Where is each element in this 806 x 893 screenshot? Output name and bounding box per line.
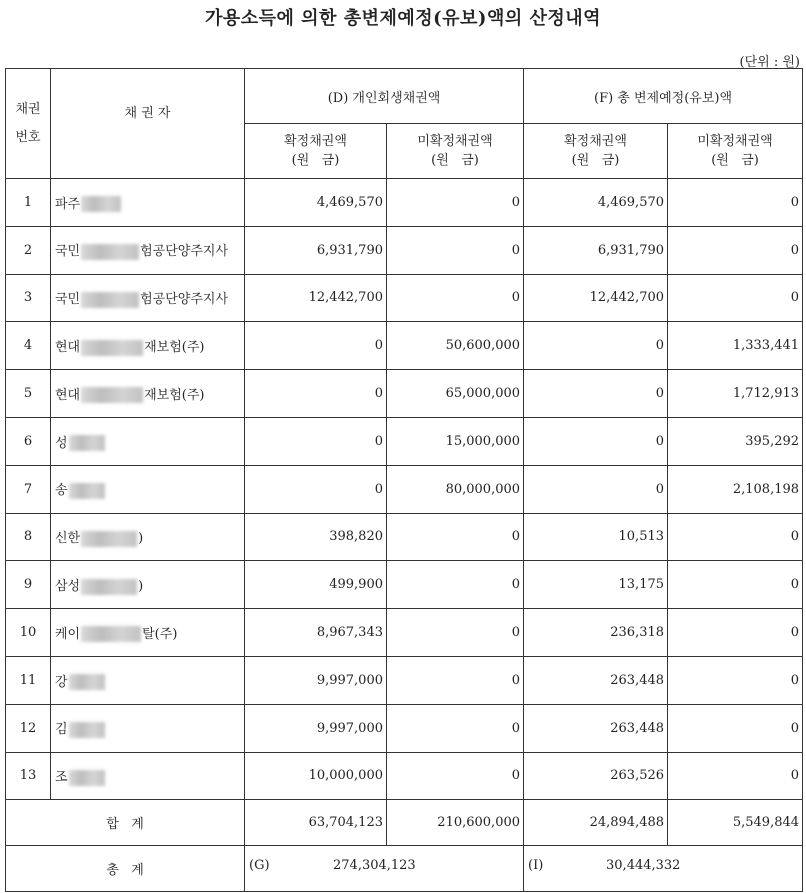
f-confirmed-amount: 0	[524, 465, 668, 513]
d-unconfirmed-amount: 0	[387, 752, 524, 800]
redaction-mask	[81, 292, 139, 308]
f-unconfirmed-amount: 0	[668, 513, 803, 561]
f-confirmed-amount: 263,448	[524, 704, 668, 752]
d-confirmed-amount: 398,820	[245, 513, 387, 561]
creditor-no: 8	[6, 513, 51, 561]
table-row	[6, 752, 803, 800]
total-label: 총 계	[6, 846, 245, 892]
d-confirmed-amount: 10,000,000	[245, 752, 387, 800]
redaction-mask	[69, 722, 105, 738]
creditor-name-prefix: 현대	[55, 387, 81, 403]
creditor-no: 13	[6, 752, 51, 800]
header-d-confirmed: 확정채권액 (원 금)	[245, 124, 387, 179]
d-unconfirmed-amount: 0	[387, 704, 524, 752]
header-creditor-name: 채 권 자	[51, 69, 245, 179]
sum-f-unconfirmed: 5,549,844	[668, 800, 803, 846]
d-unconfirmed-amount: 0	[387, 561, 524, 609]
sum-d-confirmed: 63,704,123	[245, 800, 387, 846]
creditor-name	[51, 465, 245, 513]
f-unconfirmed-amount: 0	[668, 561, 803, 609]
document-title: 가용소득에 의한 총변제예정(유보)액의 산정내역	[204, 8, 602, 29]
f-confirmed-amount: 6,931,790	[524, 226, 668, 274]
table-row	[6, 704, 803, 752]
total-g-value: 274,304,123	[333, 858, 416, 874]
d-confirmed-amount: 8,967,343	[245, 609, 387, 657]
unit-label: (단위 : 원)	[739, 55, 800, 70]
creditor-name-suffix: 재보험(주)	[144, 387, 205, 403]
d-unconfirmed-amount: 50,600,000	[387, 322, 524, 370]
creditor-name	[51, 417, 245, 465]
sum-d-unconfirmed: 210,600,000	[387, 800, 524, 846]
redaction-mask	[81, 340, 143, 356]
f-confirmed-amount: 263,526	[524, 752, 668, 800]
f-unconfirmed-amount: 0	[668, 609, 803, 657]
header-f-confirmed: 확정채권액 (원 금)	[524, 124, 668, 179]
table-row	[6, 322, 803, 370]
creditor-name-prefix: 국민	[55, 244, 81, 260]
creditor-name	[51, 561, 245, 609]
creditor-name-prefix: 신한	[55, 531, 81, 547]
f-confirmed-amount: 0	[524, 370, 668, 418]
creditor-no: 1	[6, 179, 51, 227]
creditor-name	[51, 609, 245, 657]
f-confirmed-amount: 4,469,570	[524, 179, 668, 227]
creditor-name	[51, 704, 245, 752]
creditor-no: 4	[6, 322, 51, 370]
creditor-name-suffix: 험공단양주지사	[140, 292, 229, 308]
total-g-cell	[245, 846, 524, 892]
redaction-mask	[69, 770, 105, 786]
creditor-no: 5	[6, 370, 51, 418]
d-unconfirmed-amount: 0	[387, 609, 524, 657]
creditor-name-prefix: 케이	[55, 626, 81, 642]
creditor-no: 11	[6, 656, 51, 704]
d-unconfirmed-amount: 0	[387, 179, 524, 227]
creditor-no: 6	[6, 417, 51, 465]
d-confirmed-amount: 0	[245, 322, 387, 370]
f-unconfirmed-amount: 1,712,913	[668, 370, 803, 418]
redaction-mask	[81, 531, 137, 547]
f-confirmed-amount: 0	[524, 417, 668, 465]
f-confirmed-amount: 12,442,700	[524, 274, 668, 322]
creditor-no: 9	[6, 561, 51, 609]
f-confirmed-amount: 0	[524, 322, 668, 370]
creditor-name-prefix: 성	[55, 435, 68, 451]
d-confirmed-amount: 6,931,790	[245, 226, 387, 274]
creditor-name-suffix: 탈(주)	[142, 626, 178, 642]
creditor-name-prefix: 삼성	[55, 579, 81, 595]
creditor-name	[51, 513, 245, 561]
table-row	[6, 609, 803, 657]
creditor-name	[51, 370, 245, 418]
table-row	[6, 561, 803, 609]
redaction-mask	[81, 626, 141, 642]
d-confirmed-amount: 499,900	[245, 561, 387, 609]
sum-row	[6, 800, 803, 846]
creditor-name	[51, 322, 245, 370]
redaction-mask	[81, 579, 137, 595]
repayment-table	[5, 68, 803, 892]
creditor-no: 7	[6, 465, 51, 513]
total-row	[6, 846, 803, 892]
redaction-mask	[69, 674, 105, 690]
creditor-name-suffix: )	[138, 531, 144, 547]
f-unconfirmed-amount: 0	[668, 704, 803, 752]
redaction-mask	[81, 196, 121, 212]
table-row	[6, 465, 803, 513]
creditor-name-suffix: 재보험(주)	[144, 340, 205, 356]
f-confirmed-amount: 236,318	[524, 609, 668, 657]
creditor-name-prefix: 현대	[55, 340, 81, 356]
f-confirmed-amount: 10,513	[524, 513, 668, 561]
d-unconfirmed-amount: 0	[387, 274, 524, 322]
creditor-no: 3	[6, 274, 51, 322]
d-confirmed-amount: 9,997,000	[245, 656, 387, 704]
creditor-no: 12	[6, 704, 51, 752]
f-confirmed-amount: 13,175	[524, 561, 668, 609]
d-confirmed-amount: 4,469,570	[245, 179, 387, 227]
table-row	[6, 179, 803, 227]
d-unconfirmed-amount: 0	[387, 656, 524, 704]
sum-label: 합 계	[6, 800, 245, 846]
creditor-name-prefix: 송	[55, 483, 68, 499]
table-row	[6, 513, 803, 561]
f-unconfirmed-amount: 2,108,198	[668, 465, 803, 513]
f-confirmed-amount: 263,448	[524, 656, 668, 704]
redaction-mask	[69, 435, 105, 451]
creditor-no: 2	[6, 226, 51, 274]
header-f-unconfirmed: 미확정채권액 (원 금)	[668, 124, 803, 179]
creditor-name	[51, 274, 245, 322]
header-group-f: (F) 총 변제예정(유보)액	[524, 69, 803, 124]
creditor-name-prefix: 파주	[55, 196, 81, 212]
creditor-no: 10	[6, 609, 51, 657]
d-confirmed-amount: 12,442,700	[245, 274, 387, 322]
header-group-d: (D) 개인회생채권액	[245, 69, 524, 124]
creditor-name	[51, 752, 245, 800]
f-unconfirmed-amount: 0	[668, 274, 803, 322]
d-confirmed-amount: 0	[245, 417, 387, 465]
f-unconfirmed-amount: 0	[668, 752, 803, 800]
f-unconfirmed-amount: 0	[668, 226, 803, 274]
d-unconfirmed-amount: 80,000,000	[387, 465, 524, 513]
creditor-name-prefix: 국민	[55, 292, 81, 308]
table-row	[6, 417, 803, 465]
f-unconfirmed-amount: 0	[668, 179, 803, 227]
creditor-name	[51, 179, 245, 227]
table-row	[6, 370, 803, 418]
creditor-name	[51, 226, 245, 274]
total-i-label: (I)	[528, 858, 544, 874]
d-unconfirmed-amount: 15,000,000	[387, 417, 524, 465]
f-unconfirmed-amount: 1,333,441	[668, 322, 803, 370]
creditor-name-prefix: 조	[55, 770, 68, 786]
header-creditor-no: 채권 번호	[6, 69, 51, 179]
table-row	[6, 274, 803, 322]
creditor-name-prefix: 김	[55, 722, 68, 738]
d-unconfirmed-amount: 0	[387, 226, 524, 274]
creditor-name-suffix: )	[138, 579, 144, 595]
table-row	[6, 656, 803, 704]
d-confirmed-amount: 0	[245, 370, 387, 418]
header-d-unconfirmed: 미확정채권액 (원 금)	[387, 124, 524, 179]
total-i-cell	[524, 846, 803, 892]
d-unconfirmed-amount: 0	[387, 513, 524, 561]
redaction-mask	[81, 244, 139, 260]
table-body	[6, 179, 803, 800]
redaction-mask	[81, 387, 143, 403]
d-confirmed-amount: 0	[245, 465, 387, 513]
redaction-mask	[69, 483, 105, 499]
total-g-label: (G)	[249, 858, 270, 874]
f-unconfirmed-amount: 0	[668, 656, 803, 704]
creditor-name	[51, 656, 245, 704]
creditor-name-prefix: 강	[55, 674, 68, 690]
creditor-name-suffix: 험공단양주지사	[140, 244, 229, 260]
sum-f-confirmed: 24,894,488	[524, 800, 668, 846]
total-i-value: 30,444,332	[606, 858, 681, 874]
table-row	[6, 226, 803, 274]
f-unconfirmed-amount: 395,292	[668, 417, 803, 465]
d-confirmed-amount: 9,997,000	[245, 704, 387, 752]
d-unconfirmed-amount: 65,000,000	[387, 370, 524, 418]
